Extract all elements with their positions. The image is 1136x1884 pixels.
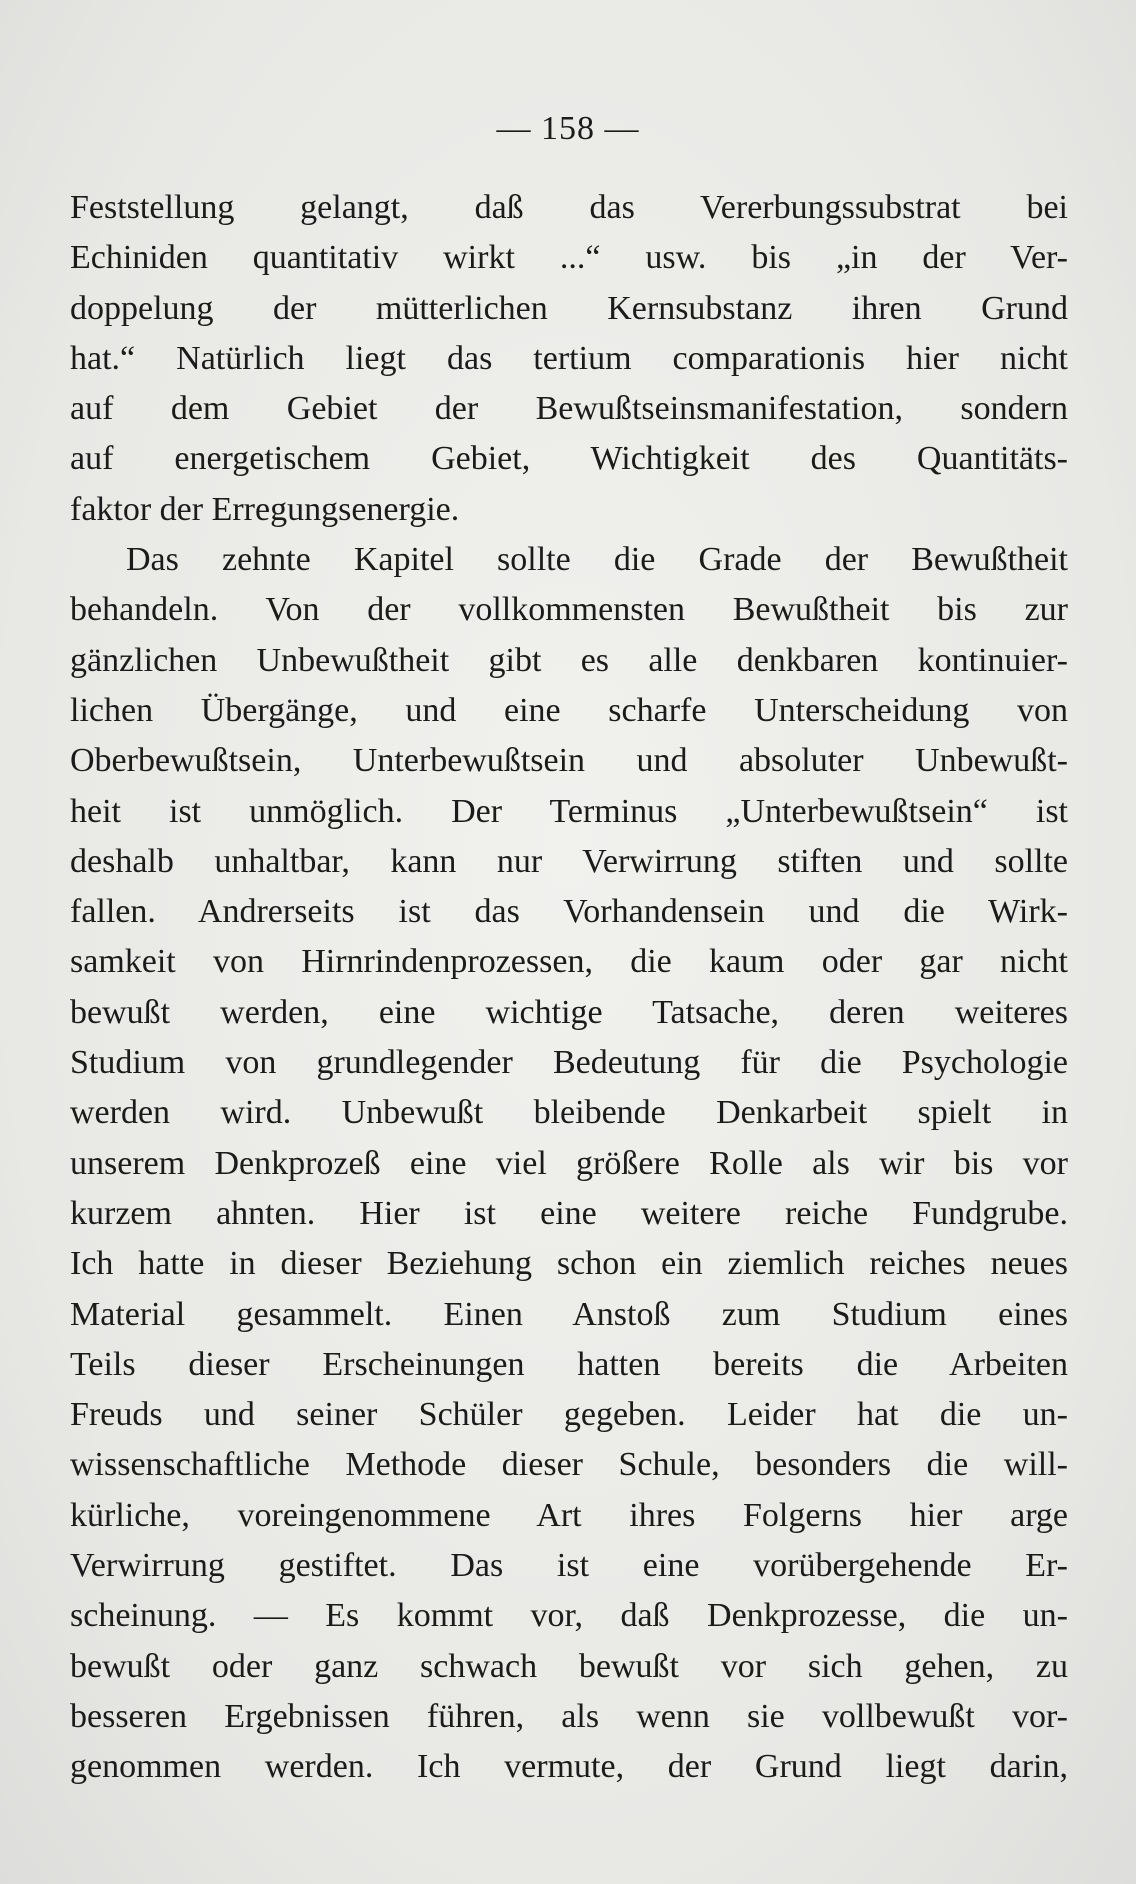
text-line: lichen Übergänge, und eine scharfe Unterscheidung von — [70, 691, 1068, 729]
text-line: gänzlichen Unbewußtheit gibt es alle denkbaren kontinuier- — [70, 641, 1068, 679]
page-number: — 158 — — [496, 110, 640, 147]
paragraph-start-line: Das zehnte Kapitel sollte die Grade der Bewußtheit — [126, 541, 1068, 579]
text-line: besseren Ergebnissen führen, als wenn sie vollbewußt vor- — [70, 1697, 1068, 1735]
text-line: bewußt oder ganz schwach bewußt vor sich gehen, zu — [70, 1647, 1068, 1685]
text-line: kurzem ahnten. Hier ist eine weitere reiche Fundgrube. — [70, 1194, 1068, 1232]
text-line: werden wird. Unbewußt bleibende Denkarbeit spielt in — [70, 1094, 1068, 1132]
text-line: Teils dieser Erscheinungen hatten bereits die Arbeiten — [70, 1345, 1068, 1383]
text-line: kürliche, voreingenommene Art ihres Folgerns hier arge — [70, 1496, 1068, 1534]
text-line: faktor der Erregungsenergie. — [70, 490, 460, 528]
text-line: hat.“ Natürlich liegt das tertium comparationis hier nicht — [70, 339, 1068, 377]
text-line: deshalb unhaltbar, kann nur Verwirrung stiften und sollte — [70, 842, 1068, 880]
text-line: fallen. Andrerseits ist das Vorhandensein und die Wirk- — [70, 893, 1068, 931]
text-line: auf dem Gebiet der Bewußtseinsmanifestation, sondern — [70, 390, 1068, 428]
text-line: auf energetischem Gebiet, Wichtigkeit des Quantitäts- — [70, 440, 1068, 478]
text-line: wissenschaftliche Methode dieser Schule, besonders die will- — [70, 1446, 1068, 1484]
text-line: Echiniden quantitativ wirkt ...“ usw. bis „in der Ver- — [70, 239, 1068, 277]
text-line: Verwirrung gestiftet. Das ist eine vorübergehende Er- — [70, 1547, 1068, 1585]
text-line: Ich hatte in dieser Beziehung schon ein ziemlich reiches neues — [70, 1245, 1068, 1283]
text-line: genommen werden. Ich vermute, der Grund liegt darin, — [70, 1748, 1068, 1786]
text-line: samkeit von Hirnrindenprozessen, die kaum oder gar nicht — [70, 943, 1068, 981]
text-line: Freuds und seiner Schüler gegeben. Leider hat die un- — [70, 1396, 1068, 1434]
text-line: Feststellung gelangt, daß das Vererbungssubstrat bei — [70, 189, 1068, 226]
text-line: Studium von grundlegender Bedeutung für die Psychologie — [70, 1044, 1068, 1082]
body-text — [70, 183, 1068, 1793]
text-line: scheinung. — Es kommt vor, daß Denkprozesse, die un- — [70, 1597, 1068, 1635]
text-line: doppelung der mütterlichen Kernsubstanz ihren Grund — [70, 289, 1068, 327]
text-line: heit ist unmöglich. Der Terminus „Unterbewußtsein“ ist — [70, 792, 1068, 830]
text-line: Oberbewußtsein, Unterbewußtsein und absoluter Unbewußt- — [70, 742, 1068, 780]
text-line: Material gesammelt. Einen Anstoß zum Studium eines — [70, 1295, 1068, 1333]
text-line: behandeln. Von der vollkommensten Bewußtheit bis zur — [70, 591, 1068, 629]
text-line: bewußt werden, eine wichtige Tatsache, deren weiteres — [70, 993, 1068, 1031]
text-line: unserem Denkprozeß eine viel größere Rolle als wir bis vor — [70, 1144, 1068, 1182]
